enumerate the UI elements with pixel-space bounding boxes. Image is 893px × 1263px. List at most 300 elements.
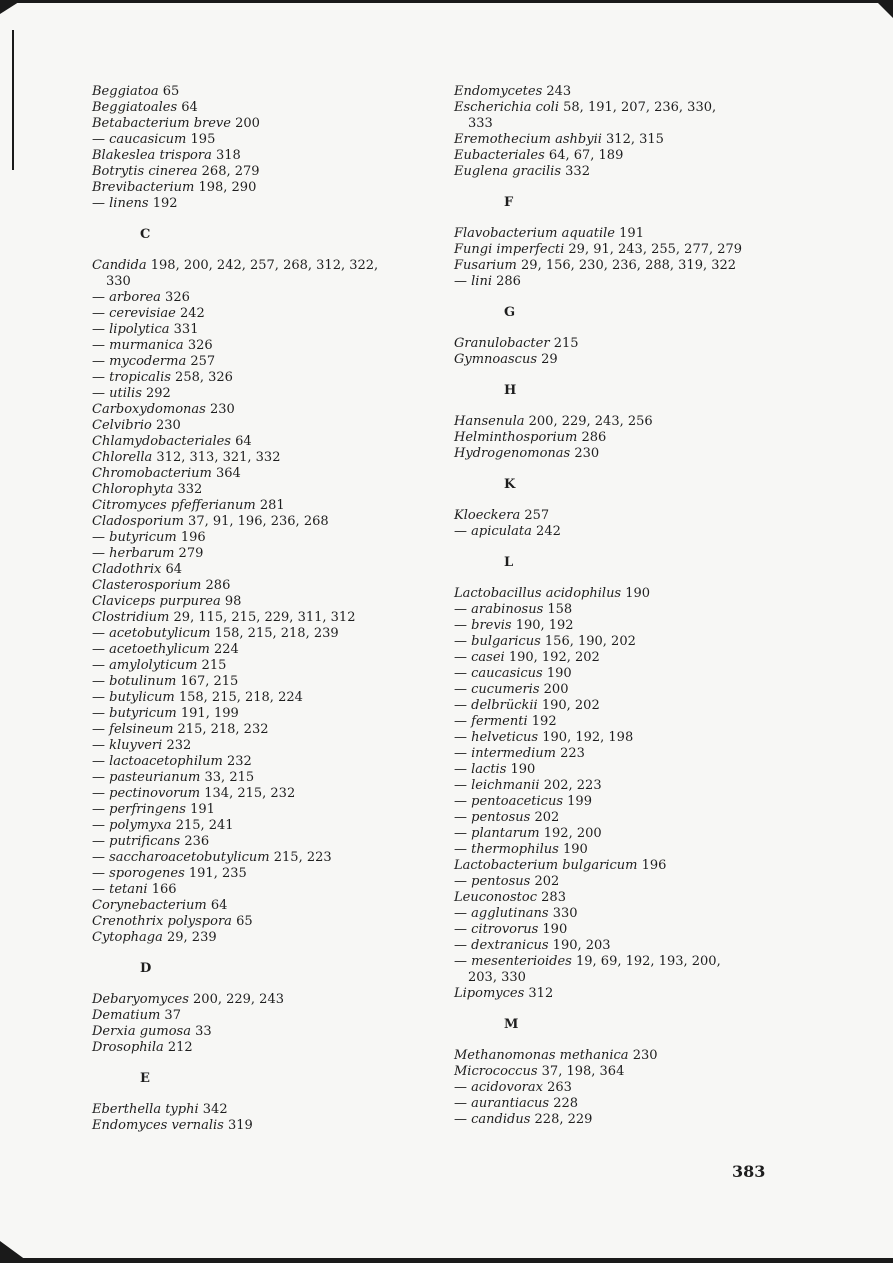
entry-pages: 64 (235, 434, 252, 449)
entry-pages: 242 (179, 306, 205, 321)
entry-name: — delbrückii (454, 698, 538, 713)
index-entry (454, 586, 774, 602)
index-entry (454, 650, 774, 666)
entry-name: — amylolyticum (92, 658, 198, 673)
entry-name: Helminthosporium (454, 430, 578, 445)
entry-name: Corynebacterium (92, 898, 207, 913)
index-entry (92, 594, 412, 610)
index-entry (454, 986, 774, 1002)
entry-name: Crenothrix polyspora (92, 914, 232, 929)
entry-name: Leuconostoc (454, 890, 538, 905)
entry-pages: 330 (106, 274, 131, 289)
index-entry (92, 882, 412, 898)
entry-name: Micrococcus (454, 1064, 538, 1079)
page-edge-bottom (0, 1258, 893, 1263)
entry-pages: 263 (547, 1080, 572, 1095)
entry-pages: 190 (546, 666, 572, 681)
entry-name: Brevibacterium (92, 180, 195, 195)
entry-name: — citrovorus (454, 922, 539, 937)
entry-pages: 215 (553, 336, 579, 351)
index-entry (454, 1048, 774, 1064)
entry-name: — lactis (454, 762, 507, 777)
entry-name: Chlorella (92, 450, 153, 465)
index-entry (92, 498, 412, 514)
index-entry (454, 274, 774, 290)
entry-pages: 330 (552, 906, 578, 921)
index-entry (454, 84, 774, 100)
entry-pages: 200, 229, 243, 256 (528, 414, 653, 429)
index-entry (92, 818, 412, 834)
entry-pages: 198, 200, 242, 257, 268, 312, 322, (150, 258, 379, 273)
index-entry (92, 1102, 412, 1118)
index-entry (92, 482, 412, 498)
entry-name: Granulobacter (454, 336, 550, 351)
section-letter-heading: G (504, 305, 516, 320)
index-entry (92, 898, 412, 914)
index-entry (454, 778, 774, 794)
index-entry (454, 730, 774, 746)
index-entry (92, 850, 412, 866)
entry-pages: 166 (151, 882, 177, 897)
index-entry (454, 746, 774, 762)
entry-pages: 29, 239 (167, 930, 217, 945)
entry-pages: 156, 190, 202 (544, 634, 636, 649)
entry-name: — acetobutylicum (92, 626, 211, 641)
entry-pages: 190, 202 (541, 698, 600, 713)
entry-name: Cladosporium (92, 514, 184, 529)
entry-pages: 332 (177, 482, 203, 497)
page-number: 383 (732, 1162, 766, 1181)
index-entry (454, 890, 774, 906)
entry-name: Blakeslea trispora (92, 148, 212, 163)
index-entry (92, 1040, 412, 1056)
index-entry (454, 226, 774, 242)
entry-name: Flavobacterium aquatile (454, 226, 616, 241)
entry-pages: 37, 91, 196, 236, 268 (188, 514, 329, 529)
entry-pages: 33, 215 (204, 770, 255, 785)
entry-name: Lipomyces (454, 986, 525, 1001)
entry-pages: 37 (164, 1008, 181, 1023)
index-entry (92, 642, 412, 658)
entry-pages: 228 (553, 1096, 579, 1111)
entry-name: Fungi imperfecti (454, 242, 565, 257)
entry-pages: 58, 191, 207, 236, 330, (563, 100, 717, 115)
entry-name: Lactobacillus acidophilus (454, 586, 622, 601)
index-entry (92, 290, 412, 306)
index-entry (92, 466, 412, 482)
index-entry (92, 754, 412, 770)
index-entry (92, 450, 412, 466)
entry-name: — linens (92, 196, 149, 211)
entry-pages: 191, 199 (180, 706, 239, 721)
entry-name: — tropicalis (92, 370, 171, 385)
entry-pages: 29, 115, 215, 229, 311, 312 (173, 610, 356, 625)
index-entry (92, 180, 412, 196)
entry-name: — fermenti (454, 714, 528, 729)
entry-pages: 98 (224, 594, 242, 609)
index-entry (454, 1064, 774, 1080)
index-entry (92, 530, 412, 546)
index-entry (454, 874, 774, 890)
index-entry-continuation (454, 970, 774, 986)
index-entry (454, 954, 774, 970)
entry-pages: 29, 156, 230, 236, 288, 319, 322 (521, 258, 737, 273)
entry-name: — saccharoacetobutylicum (92, 850, 270, 865)
index-entry (454, 810, 774, 826)
entry-pages: 326 (165, 290, 190, 305)
entry-pages: 202 (534, 874, 560, 889)
index-entry (92, 658, 412, 674)
index-entry (92, 164, 412, 180)
entry-name: — utilis (92, 386, 142, 401)
entry-name: — herbarum (92, 546, 175, 561)
index-entry (454, 430, 774, 446)
index-entry (92, 338, 412, 354)
index-entry (454, 148, 774, 164)
index-entry (454, 414, 774, 430)
entry-pages: 199 (567, 794, 592, 809)
entry-name: — sporogenes (92, 866, 185, 881)
entry-pages: 257 (190, 354, 216, 369)
entry-name: Betabacterium breve (92, 116, 231, 131)
index-column-right (454, 84, 774, 1128)
entry-name: Euglena gracilis (454, 164, 562, 179)
entry-pages: 243 (546, 84, 572, 99)
entry-name: Escherichia coli (454, 100, 559, 115)
entry-name: Cladothrix (92, 562, 162, 577)
entry-pages: 232 (166, 738, 192, 753)
entry-name: — cucumeris (454, 682, 540, 697)
index-entry (92, 626, 412, 642)
index-entry (454, 682, 774, 698)
entry-pages: 331 (173, 322, 199, 337)
index-entry (454, 922, 774, 938)
index-entry (92, 992, 412, 1008)
index-entry (92, 722, 412, 738)
index-entry (92, 258, 412, 274)
entry-name: — murmanica (92, 338, 184, 353)
entry-name: — perfringens (92, 802, 186, 817)
entry-name: — arborea (92, 290, 161, 305)
entry-pages: 65 (236, 914, 253, 929)
entry-pages: 318 (215, 148, 241, 163)
entry-pages: 215 (201, 658, 227, 673)
index-entry (454, 446, 774, 462)
entry-pages: 190 (510, 762, 536, 777)
entry-name: — pentosus (454, 810, 531, 825)
entry-pages: 191, 235 (188, 866, 247, 881)
index-entry (92, 866, 412, 882)
entry-name: — leichmanii (454, 778, 540, 793)
entry-pages: 200 (543, 682, 569, 697)
entry-pages: 312, 315 (606, 132, 664, 147)
entry-pages: 230 (209, 402, 235, 417)
entry-name: — butyricum (92, 706, 177, 721)
entry-pages: 312 (528, 986, 554, 1001)
index-entry (454, 352, 774, 368)
index-entry (92, 738, 412, 754)
entry-name: — felsineum (92, 722, 174, 737)
index-entry (454, 842, 774, 858)
entry-pages: 279 (178, 546, 204, 561)
index-entry (92, 930, 412, 946)
index-entry (454, 242, 774, 258)
index-entry (454, 618, 774, 634)
index-entry (92, 514, 412, 530)
index-entry (454, 1112, 774, 1128)
entry-name: — caucasicus (454, 666, 543, 681)
entry-pages: 158, 215, 218, 224 (178, 690, 303, 705)
entry-name: Claviceps purpurea (92, 594, 221, 609)
entry-name: Celvibrio (92, 418, 152, 433)
entry-name: — intermedium (454, 746, 556, 761)
index-entry (454, 938, 774, 954)
entry-pages: 158, 215, 218, 239 (214, 626, 339, 641)
entry-name: — thermophilus (454, 842, 559, 857)
entry-name: — butylicum (92, 690, 175, 705)
index-entry-continuation (454, 116, 774, 132)
entry-pages: 190 (563, 842, 588, 857)
index-entry (454, 132, 774, 148)
index-entry (92, 370, 412, 386)
entry-pages: 292 (146, 386, 171, 401)
entry-name: Carboxydomonas (92, 402, 206, 417)
index-entry (92, 770, 412, 786)
entry-pages: 215, 241 (175, 818, 234, 833)
section-letter-heading: E (140, 1071, 150, 1086)
index-entry (92, 786, 412, 802)
entry-name: — pentosus (454, 874, 531, 889)
entry-name: Botrytis cinerea (92, 164, 198, 179)
entry-pages: 195 (190, 132, 216, 147)
entry-pages: 203, 330 (468, 970, 526, 985)
entry-pages: 158 (547, 602, 573, 617)
entry-pages: 134, 215, 232 (204, 786, 296, 801)
index-entry (454, 762, 774, 778)
entry-name: — mycoderma (92, 354, 187, 369)
index-entry (92, 306, 412, 322)
entry-pages: 319 (227, 1118, 253, 1133)
entry-name: Eubacteriales (454, 148, 545, 163)
index-entry (92, 1024, 412, 1040)
index-entry (454, 714, 774, 730)
entry-pages: 228, 229 (534, 1112, 593, 1127)
entry-pages: 258, 326 (175, 370, 233, 385)
section-letter-heading: M (504, 1017, 519, 1032)
entry-name: Endomyces vernalis (92, 1118, 224, 1133)
index-entry (92, 322, 412, 338)
entry-name: — plantarum (454, 826, 540, 841)
section-letter-heading: H (504, 383, 517, 398)
entry-pages: 283 (541, 890, 566, 905)
section-letter-heading: L (504, 555, 514, 570)
entry-name: Drosophila (92, 1040, 164, 1055)
entry-name: — lini (454, 274, 492, 289)
entry-name: Chromobacterium (92, 466, 212, 481)
entry-pages: 196 (180, 530, 206, 545)
entry-pages: 332 (565, 164, 590, 179)
entry-name: Clasterosporium (92, 578, 202, 593)
entry-pages: 29 (541, 352, 558, 367)
entry-name: Derxia gumosa (92, 1024, 191, 1039)
entry-name: — kluyveri (92, 738, 163, 753)
entry-pages: 190, 203 (552, 938, 611, 953)
entry-pages: 326 (187, 338, 213, 353)
scan-corner-bottom-left (0, 1241, 30, 1263)
index-entry (454, 826, 774, 842)
entry-pages: 191 (619, 226, 644, 241)
index-entry (92, 386, 412, 402)
section-letter-heading: C (140, 227, 151, 242)
entry-name: Candida (92, 258, 147, 273)
section-letter-heading: K (504, 477, 516, 492)
entry-name: — botulinum (92, 674, 177, 689)
entry-pages: 268, 279 (201, 164, 260, 179)
entry-name: — cerevisiae (92, 306, 176, 321)
index-entry (92, 834, 412, 850)
entry-pages: 33 (195, 1024, 212, 1039)
entry-name: Debaryomyces (92, 992, 189, 1007)
entry-pages: 198, 290 (198, 180, 257, 195)
index-entry (454, 794, 774, 810)
index-column-left (92, 84, 412, 1134)
index-entry (454, 634, 774, 650)
index-entry (92, 434, 412, 450)
entry-pages: 64 (165, 562, 182, 577)
index-entry (92, 674, 412, 690)
entry-pages: 192 (531, 714, 557, 729)
index-entry (454, 524, 774, 540)
entry-pages: 64, 67, 189 (548, 148, 624, 163)
index-entry (92, 84, 412, 100)
entry-name: — agglutinans (454, 906, 549, 921)
entry-name: Cytophaga (92, 930, 163, 945)
entry-pages: 286 (205, 578, 231, 593)
entry-name: Methanomonas methanica (454, 1048, 629, 1063)
entry-pages: 192, 200 (543, 826, 602, 841)
entry-name: Endomycetes (454, 84, 543, 99)
entry-name: Gymnoascus (454, 352, 538, 367)
entry-pages: 286 (581, 430, 607, 445)
page-edge-top (0, 0, 893, 3)
entry-pages: 215, 223 (273, 850, 332, 865)
entry-name: — casei (454, 650, 505, 665)
entry-pages: 236 (184, 834, 210, 849)
entry-pages: 215, 218, 232 (177, 722, 269, 737)
entry-pages: 190, 192, 202 (508, 650, 600, 665)
entry-pages: 232 (227, 754, 252, 769)
index-entry (92, 802, 412, 818)
entry-name: — pectinovorum (92, 786, 201, 801)
entry-pages: 212 (167, 1040, 193, 1055)
entry-pages: 65 (162, 84, 180, 99)
entry-pages: 64 (210, 898, 228, 913)
entry-pages: 286 (496, 274, 521, 289)
entry-name: — aurantiacus (454, 1096, 550, 1111)
scan-corner-top-right (875, 0, 893, 18)
entry-name: — dextranicus (454, 938, 549, 953)
entry-name: Clostridium (92, 610, 170, 625)
index-entry (92, 546, 412, 562)
entry-pages: 196 (641, 858, 667, 873)
entry-pages: 200, 229, 243 (193, 992, 284, 1007)
index-entry (92, 418, 412, 434)
index-entry (454, 164, 774, 180)
entry-name: — tetani (92, 882, 148, 897)
index-entry (454, 858, 774, 874)
entry-name: — putrificans (92, 834, 181, 849)
entry-pages: 230 (632, 1048, 658, 1063)
entry-pages: 202, 223 (543, 778, 602, 793)
index-entry (92, 196, 412, 212)
index-entry (92, 1008, 412, 1024)
entry-pages: 230 (155, 418, 181, 433)
index-entry-continuation (92, 274, 412, 290)
index-entry (92, 148, 412, 164)
entry-name: — pasteurianum (92, 770, 201, 785)
entry-pages: 342 (202, 1102, 228, 1117)
entry-name: Dematium (92, 1008, 161, 1023)
index-entry (454, 698, 774, 714)
entry-pages: 230 (574, 446, 600, 461)
index-entry (92, 1118, 412, 1134)
entry-name: — acidovorax (454, 1080, 543, 1095)
entry-name: — caucasicum (92, 132, 187, 147)
entry-name: Citromyces pfefferianum (92, 498, 256, 513)
entry-pages: 364 (216, 466, 241, 481)
entry-name: Kloeckera (454, 508, 521, 523)
index-entry (92, 914, 412, 930)
index-entry (92, 100, 412, 116)
index-entry (454, 100, 774, 116)
entry-pages: 223 (560, 746, 585, 761)
index-entry (454, 258, 774, 274)
entry-pages: 190 (542, 922, 568, 937)
entry-pages: 191 (190, 802, 215, 817)
section-letter-heading: F (504, 195, 514, 210)
entry-name: — lactoacetophilum (92, 754, 223, 769)
index-entry (92, 132, 412, 148)
section-letter-heading: D (140, 961, 152, 976)
entry-name: Lactobacterium bulgaricum (454, 858, 638, 873)
entry-pages: 19, 69, 192, 193, 200, (576, 954, 721, 969)
index-entry (92, 116, 412, 132)
entry-pages: 281 (259, 498, 285, 513)
entry-name: Chlamydobacteriales (92, 434, 231, 449)
index-entry (92, 690, 412, 706)
entry-name: — lipolytica (92, 322, 170, 337)
index-entry (454, 1080, 774, 1096)
entry-pages: 200 (235, 116, 260, 131)
scan-margin-rule (12, 30, 14, 170)
entry-pages: 167, 215 (180, 674, 239, 689)
entry-name: — acetoethylicum (92, 642, 210, 657)
entry-name: — helveticus (454, 730, 539, 745)
entry-name: Fusarium (454, 258, 517, 273)
entry-name: — mesenterioides (454, 954, 572, 969)
entry-name: — arabinosus (454, 602, 544, 617)
entry-name: Chlorophyta (92, 482, 174, 497)
entry-pages: 190, 192 (515, 618, 574, 633)
scan-corner-top-left (0, 0, 22, 14)
index-entry (92, 610, 412, 626)
entry-name: — brevis (454, 618, 512, 633)
entry-pages: 64 (181, 100, 198, 115)
index-entry (454, 666, 774, 682)
entry-name: — pentoaceticus (454, 794, 564, 809)
index-entry (454, 508, 774, 524)
entry-name: — polymyxa (92, 818, 172, 833)
